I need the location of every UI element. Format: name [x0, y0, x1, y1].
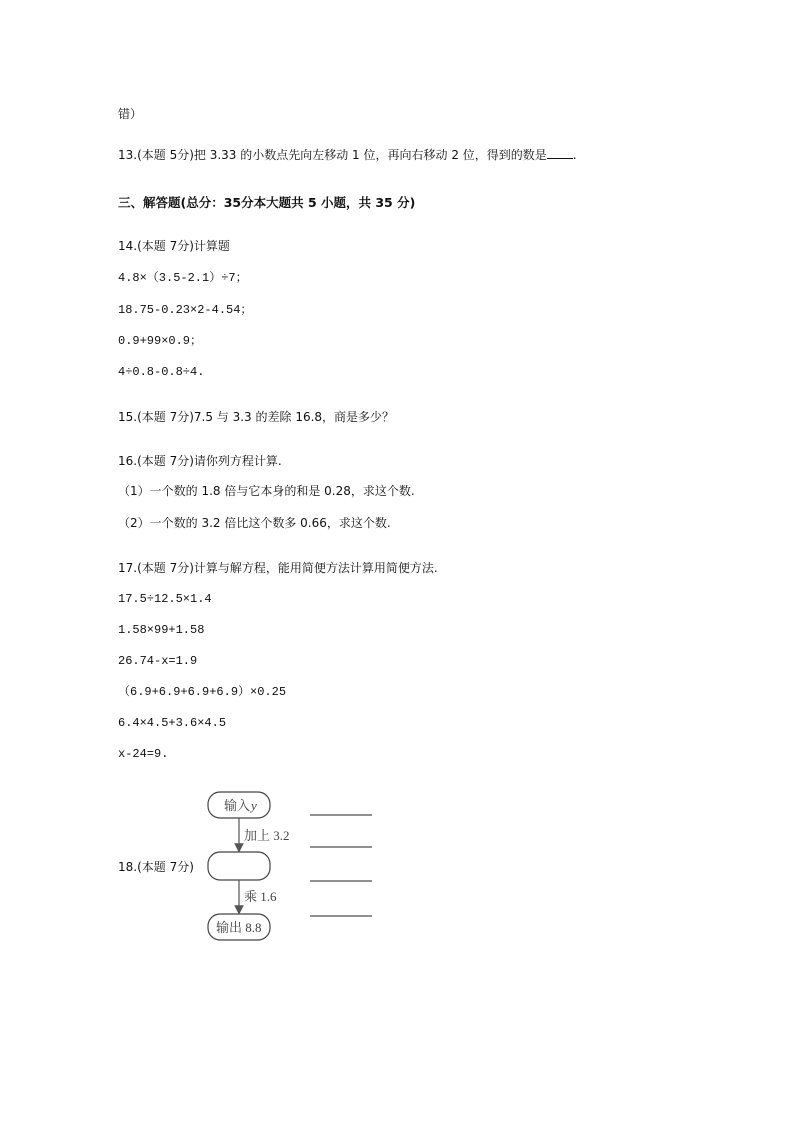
question-18-label: 18.(本题 7分)	[118, 860, 194, 874]
question-13-text: 13.(本题 5分)把 3.33 的小数点先向左移动 1 位，再向右移动 2 位，得到的数是	[118, 148, 547, 162]
input-variable: y	[251, 798, 257, 813]
step-multiply-label: 乘 1.6	[244, 889, 277, 904]
section-heading: 三、解答题(总分：35分本大题共 5 小题，共 35 分)	[118, 195, 416, 210]
q16-part-1: （1）一个数的 1.8 倍与它本身的和是 0.28，求这个数.	[118, 484, 415, 498]
step-add-label: 加上 3.2	[244, 828, 290, 843]
question-13-end: .	[572, 148, 577, 162]
middle-box	[208, 852, 270, 880]
q17-expr-3: 26.74-x=1.9	[118, 654, 198, 668]
question-18-flowchart	[118, 788, 388, 948]
output-label: 输出 8.8	[216, 920, 262, 935]
q14-expr-4: 4÷0.8-0.8÷4.	[118, 365, 205, 379]
q17-expr-2: 1.58×99+1.58	[118, 623, 205, 637]
q14-expr-2: 18.75-0.23×2-4.54；	[118, 303, 253, 317]
q17-expr-1: 17.5÷12.5×1.4	[118, 592, 212, 606]
question-13	[118, 147, 577, 163]
line-cuo: 错）	[118, 107, 143, 121]
input-label: 输入	[224, 798, 251, 813]
q17-expr-4: （6.9+6.9+6.9+6.9）×0.25	[118, 685, 287, 699]
question-17: 17.(本题 7分)计算与解方程，能用简便方法计算用简便方法.	[118, 561, 438, 575]
question-15: 15.(本题 7分)7.5 与 3.3 的差除 16.8，商是多少？	[118, 410, 395, 424]
q17-expr-6: x-24=9.	[118, 747, 169, 761]
q16-part-2: （2）一个数的 3.2 倍比这个数多 0.66，求这个数.	[118, 516, 391, 530]
q14-expr-3: 0.9+99×0.9；	[118, 334, 203, 348]
answer-blank	[547, 148, 573, 159]
q14-expr-1: 4.8×（3.5-2.1）÷7；	[118, 271, 248, 285]
q17-expr-5: 6.4×4.5+3.6×4.5	[118, 716, 227, 730]
question-16: 16.(本题 7分)请你列方程计算.	[118, 454, 282, 468]
question-14: 14.(本题 7分)计算题	[118, 239, 230, 253]
flowchart-diagram	[118, 788, 388, 948]
